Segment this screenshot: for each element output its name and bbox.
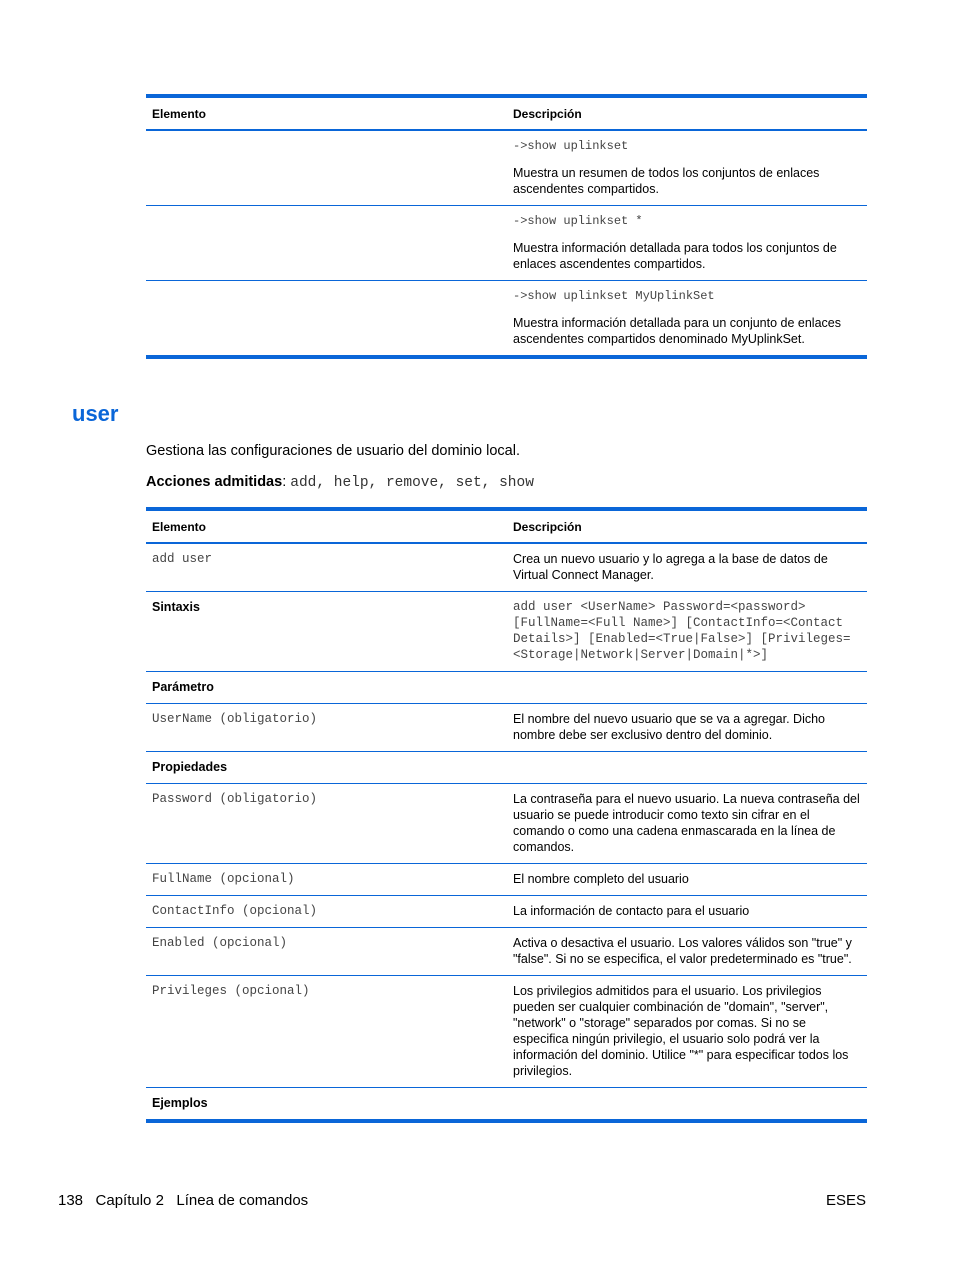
description-cell [507, 281, 867, 358]
table-row [146, 976, 867, 1088]
description-cell [507, 206, 867, 281]
actions-list: add, help, remove, set, show [290, 475, 534, 491]
description-cell: Los privilegios admitidos para el usuario. Los privilegios pueden ser cualquier combinación de "domain", "server", "network" o "storage" separados por comas. Si no se especifica ningún privilegio, el usuario solo podrá ver la información del dominio. Utilice "*" para especificar todos los privilegios. [507, 976, 867, 1088]
description-cell [507, 1088, 867, 1122]
description-text: Muestra un resumen de todos los conjuntos de enlaces ascendentes compartidos. [513, 166, 820, 196]
description-cell: El nombre completo del usuario [507, 864, 867, 896]
table-row [146, 752, 867, 784]
table-row [146, 864, 867, 896]
table-row [146, 896, 867, 928]
description-cell: add user <UserName> Password=<password> [FullName=<Full Name>] [ContactInfo=<Contact Details>] [Enabled=<True|False>] [Privileges=<Storage|Network|Server|Domain|*>] [507, 592, 867, 672]
user-table [146, 507, 867, 1123]
command-text: ->show uplinkset [513, 139, 629, 153]
table-row [146, 672, 867, 704]
table-row [146, 592, 867, 672]
element-cell: Parámetro [146, 672, 507, 704]
element-cell: Ejemplos [146, 1088, 507, 1122]
header-description: Descripción [507, 509, 867, 543]
description-cell [507, 130, 867, 206]
table-row [146, 1088, 867, 1122]
description-cell: La información de contacto para el usuario [507, 896, 867, 928]
table-row [146, 543, 867, 592]
section-intro: Gestiona las configuraciones de usuario del dominio local. [146, 443, 520, 459]
element-cell: ContactInfo (opcional) [146, 896, 507, 928]
element-cell [146, 206, 507, 281]
element-cell: add user [146, 543, 507, 592]
header-description: Descripción [507, 96, 867, 130]
element-cell [146, 130, 507, 206]
actions-separator: : [282, 474, 291, 490]
page-footer-locale: ESES [825, 1192, 866, 1209]
element-cell: Propiedades [146, 752, 507, 784]
table-row [146, 784, 867, 864]
section-title: user [72, 401, 119, 426]
table-row [146, 704, 867, 752]
element-cell: Privileges (opcional) [146, 976, 507, 1088]
table-row [146, 206, 867, 281]
description-cell: El nombre del nuevo usuario que se va a agregar. Dicho nombre debe ser exclusivo dentro del dominio. [507, 704, 867, 752]
element-cell: UserName (obligatorio) [146, 704, 507, 752]
uplinkset-table [146, 94, 867, 359]
description-cell [507, 752, 867, 784]
description-cell: La contraseña para el nuevo usuario. La nueva contraseña del usuario se puede introducir como texto sin cifrar en el comando o como una cadena enmascarada en la línea de comandos. [507, 784, 867, 864]
table-header-row [146, 509, 867, 543]
element-cell: Sintaxis [146, 592, 507, 672]
header-element: Elemento [146, 96, 507, 130]
table-row [146, 281, 867, 358]
description-text: Muestra información detallada para un conjunto de enlaces ascendentes compartidos denominado MyUplinkSet. [513, 316, 841, 346]
element-cell [146, 281, 507, 358]
element-cell: FullName (opcional) [146, 864, 507, 896]
element-cell: Enabled (opcional) [146, 928, 507, 976]
command-text: ->show uplinkset * [513, 214, 643, 228]
page-footer-chapter: 138 Capítulo 2 Línea de comandos [58, 1192, 309, 1209]
description-cell [507, 672, 867, 704]
actions-label: Acciones admitidas [146, 474, 283, 490]
table-row [146, 928, 867, 976]
table-header-row [146, 96, 867, 130]
description-text: Muestra información detallada para todos los conjuntos de enlaces ascendentes compartidos. [513, 241, 837, 271]
command-text: ->show uplinkset MyUplinkSet [513, 289, 715, 303]
header-element: Elemento [146, 509, 507, 543]
element-cell: Password (obligatorio) [146, 784, 507, 864]
description-cell: Crea un nuevo usuario y lo agrega a la base de datos de Virtual Connect Manager. [507, 543, 867, 592]
description-cell: Activa o desactiva el usuario. Los valores válidos son "true" y "false". Si no se especifica, el valor predeterminado es "true". [507, 928, 867, 976]
supported-actions [146, 474, 534, 491]
table-row [146, 130, 867, 206]
